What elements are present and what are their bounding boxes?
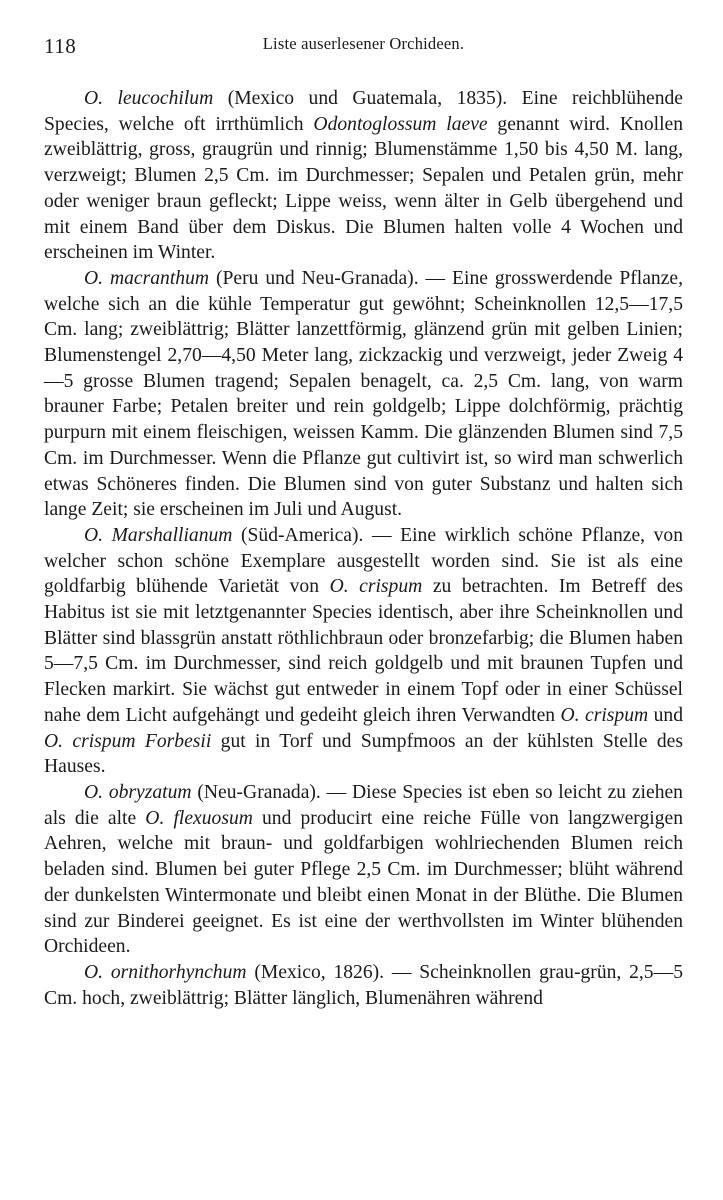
running-title: Liste auserlesener Orchideen. [262, 34, 465, 53]
page-number: 118 [44, 34, 77, 58]
entry-text: gut in Torf und Sumpfmoos an der kühlsten Stelle des Hauses. [44, 730, 683, 778]
entry-paragraph [44, 780, 683, 960]
species-reference: O. flexuosum [145, 807, 253, 829]
entry-text: (Süd-America). — Eine wirklich schöne Pflanze, von welcher schon schöne Exemplare ausgestellt worden sind. Sie ist als eine goldfarbig blühende Varietät von [44, 524, 683, 598]
entry-paragraph [44, 266, 683, 523]
entry-text: und producirt eine reiche Fülle von langzwergigen Aehren, welche mit braun- und goldfarbigen wohlriechenden Blumen reich beladen sind. Blumen bei guter Pflege 2,5 Cm. im Durchmesser; blüht während der dunkelsten Wintermonate und bleibt einen Monat in der Blüthe. Die Blumen sind zur Binderei geeignet. Es ist eine der werthvollsten im Winter blühenden Orchideen. [44, 807, 683, 958]
entry-text: (Mexico, 1826). — Scheinknollen grau-grün, 2,5—5 Cm. hoch, zweiblättrig; Blätter länglich, Blumenähren während [44, 961, 683, 1009]
body-text [44, 86, 683, 1011]
species-reference: Odontoglossum laeve [313, 113, 488, 135]
entry-text: zu betrachten. Im Betreff des Habitus ist sie mit letztgenannter Species identisch, aber ihre Scheinknollen und Blätter sind blassgrün anstatt röthlichbraun oder bronzefarbig; die Blumen haben 5—7,5 Cm. im Durchmesser, sind reich goldgelb und mit braunen Tupfen und Flecken markirt. Sie wächst gut entweder in einem Topf oder in einer Schüssel nahe dem Licht aufgehängt und gedeiht gleich ihren Verwandten [44, 576, 683, 726]
entry-paragraph [44, 523, 683, 780]
entry-text: (Peru und Neu-Granada). — Eine grosswerdende Pflanze, welche sich an die kühle Temperatur gut gewöhnt; Scheinknollen 12,5—17,5 Cm. lang; zweiblättrig; Blätter lanzettförmig, glänzend grün mit gelben Linien; Blumenstengel 2,70—4,50 Meter lang, zickzackig und verzweigt, jeder Zweig 4—5 grosse Blumen tragend; Sepalen benagelt, ca. 2,5 Cm. lang, von warm brauner Farbe; Petalen breiter und rein goldgelb; Lippe dolchförmig, prächtig purpurn mit einem fleischigen, weissen Kamm. Die glänzenden Blumen sind 7,5 Cm. im Durchmesser. Wenn die Pflanze gut cultivirt ist, so wird man schwerlich etwas Schöneres finden. Die Blumen sind von guter Substanz und halten sich lange Zeit; sie erscheinen im Juli und August. [44, 267, 683, 521]
species-name: O. leucochilum [84, 88, 214, 109]
species-name: O. Marshallianum [84, 524, 233, 546]
entry-paragraph [44, 86, 683, 266]
entry-text: genannt wird. Knollen zweiblättrig, gross, graugrün und rinnig; Blumenstämme 1,50 bis 4,50 M. lang, verzweigt; Blumen 2,5 Cm. im Durchmesser; Sepalen und Petalen grün, mehr oder weniger braun gefleckt; Lippe weiss, wenn älter in Gelb übergehend und mit einem Band über dem Diskus. Die Blumen halten volle 4 Wochen und erscheinen im Winter. [44, 113, 684, 264]
species-reference: O. crispum [329, 576, 423, 598]
entry-text: und [648, 704, 683, 726]
entry-text: (Mexico und Guatemala, 1835). Eine reichblühende Species, welche oft irrthümlich [44, 88, 683, 135]
species-reference: O. crispum Forbesii [44, 730, 212, 752]
species-reference: O. crispum [560, 704, 649, 726]
entry-paragraph [44, 960, 683, 1011]
running-head [44, 26, 683, 60]
species-name: O. macranthum [84, 267, 210, 289]
species-name: O. obryzatum [84, 781, 192, 803]
species-name: O. ornithorhynchum [84, 961, 247, 983]
entry-text: (Neu-Granada). — Diese Species ist eben so leicht zu ziehen als die alte [44, 781, 683, 829]
